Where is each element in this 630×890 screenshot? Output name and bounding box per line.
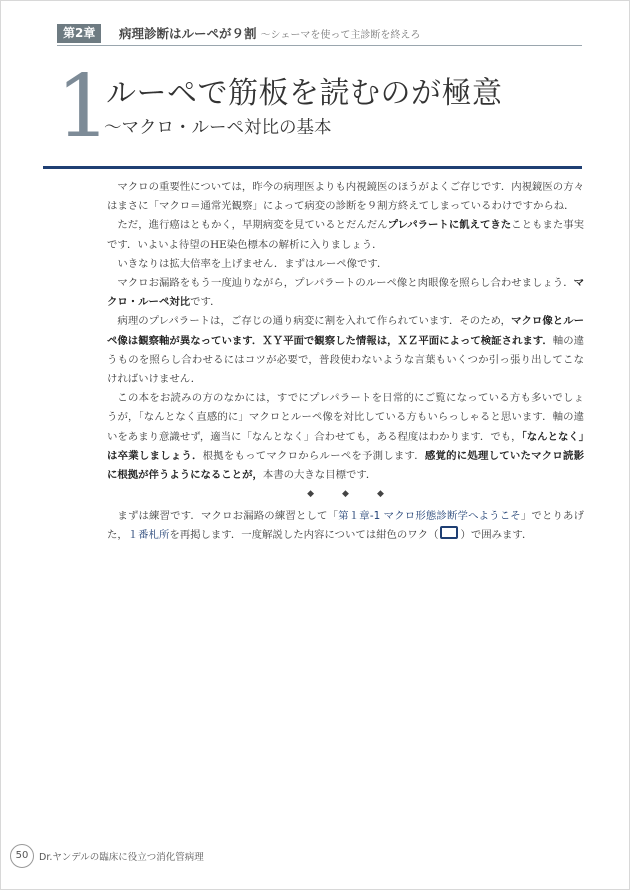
p7-text-a: まずは練習です．マクロお漏路の練習として「 bbox=[117, 510, 339, 523]
paragraph-6 bbox=[107, 389, 584, 485]
p5-emphasis: マクロ像とルーペ像は観察軸が異なっています．ＸＹ平面で観察した情報は，ＸＺ平面によって検証されます． bbox=[107, 315, 585, 347]
paragraph-3: いきなりは拡大倍率を上げません．まずはルーペ像です． bbox=[117, 257, 388, 270]
page-number: 50 bbox=[10, 844, 34, 868]
chapter-title-text: 病理診断はルーペが９割 bbox=[119, 26, 257, 41]
p4-text-a: マクロお漏路をもう一度辿りながら，プレパラートのルーペ像と肉眼像を照らし合わせましょう． bbox=[117, 277, 574, 290]
p5-text-a: 病理のプレパラートは，ご存じの通り病変に割を入れて作られています．そのため， bbox=[117, 315, 512, 328]
p5-text-c: 軸の違うものを照らし合わせるにはコツが必要で，普段使わないような言葉もいくつか引っ張り出してこなければいけません． bbox=[107, 334, 584, 386]
p7-text-f: ）で囲みます． bbox=[460, 529, 533, 542]
separator-diamonds: ◆◆◆ bbox=[307, 489, 412, 500]
footer-book-title: Dr.ヤンデルの臨床に役立つ消化管病理 bbox=[39, 852, 204, 863]
section-divider bbox=[43, 166, 582, 169]
paragraph-2 bbox=[107, 216, 584, 254]
p6-emphasis-2: 感覚的に処理していたマクロ読影に根拠が伴うようになることが， bbox=[107, 449, 585, 482]
navy-frame-icon bbox=[440, 526, 458, 539]
section-subtitle: ～マクロ・ルーペ対比の基本 bbox=[104, 118, 332, 138]
p6-text-e: 本書の大きな目標です． bbox=[262, 469, 377, 482]
p7-text-c: 」でとりあげた， bbox=[107, 510, 584, 542]
p4-text-c: です． bbox=[190, 296, 221, 309]
p7-text-e: を再掲します．一度解説した内容については紺色のワク（ bbox=[169, 529, 439, 542]
paragraph-4 bbox=[107, 274, 584, 312]
p2-emphasis: プレパラートに飢えてきた bbox=[387, 219, 512, 232]
p6-emphasis-1: 「なんとなく」は卒業しましょう． bbox=[107, 430, 584, 462]
p2-text-a: ただ，進行癌はともかく，早期病変を見ているとだんだん bbox=[117, 219, 388, 232]
station-reference-link[interactable]: １番札所 bbox=[127, 529, 170, 542]
chapter-badge: 第2章 bbox=[57, 24, 101, 43]
p2-text-c: こともまた事実です．いよいよ待望のHE染色標本の解析に入りましょう． bbox=[107, 219, 585, 251]
chapter-reference-link[interactable]: 第１章-1 マクロ形態診断学へようこそ bbox=[338, 510, 521, 523]
paragraph-5 bbox=[107, 312, 584, 389]
p6-text-a: この本をお読みの方のなかには，すでにプレパラートを日常的にご覧になっている方も多いでしょうが，「なんとなく直感的に」マクロとルーペ像を対比している方もいらっしゃると思います．軸の違いをあまり意識せず，適当に「なんとなく」合わせても，ある程度はわかります．でも， bbox=[107, 392, 584, 443]
paragraph-7 bbox=[107, 507, 584, 545]
chapter-header bbox=[57, 23, 582, 46]
section-title: ルーペで筋板を読むのが極意 bbox=[106, 76, 503, 111]
p4-emphasis: マクロ・ルーペ対比 bbox=[107, 277, 584, 309]
body-text bbox=[107, 178, 584, 546]
chapter-title bbox=[119, 25, 420, 45]
p6-text-c: 根拠をもってマクロからルーペを予測します． bbox=[202, 449, 425, 462]
section-number: 1 bbox=[56, 57, 111, 157]
paragraph-1: マクロの重要性については，昨今の病理医よりも内視鏡医のほうがよくご存じです．内視鏡医の方々はまさに「マクロ＝通常光観察」によって病変の診断を９割方終えてしまっているわけですからね． bbox=[107, 181, 584, 213]
chapter-subtitle: ～シェーマを使って主診断を終えろ bbox=[260, 30, 421, 41]
